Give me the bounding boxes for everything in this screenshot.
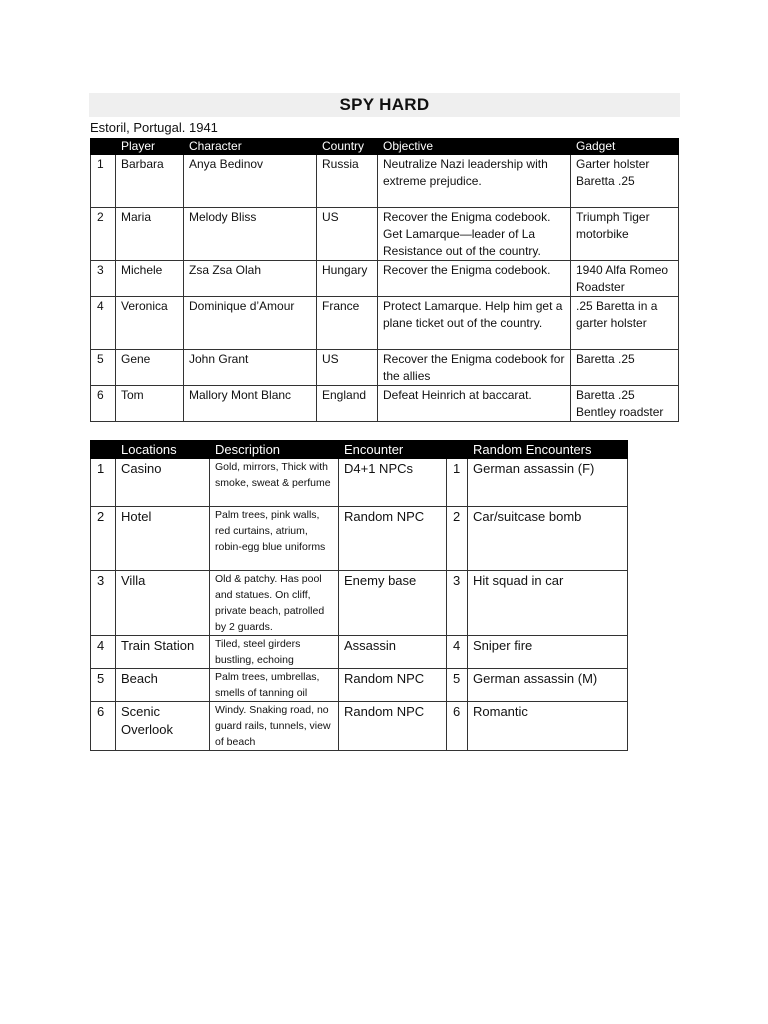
row-number: 5 (91, 350, 116, 386)
country: England (317, 386, 378, 422)
country: US (317, 350, 378, 386)
row-number: 4 (91, 636, 116, 669)
player-name: Veronica (116, 297, 184, 350)
character-name: Mallory Mont Blanc (184, 386, 317, 422)
header-random-number (447, 441, 468, 459)
location-name: Villa (116, 571, 210, 636)
location-name: Hotel (116, 507, 210, 571)
random-encounter: Car/suitcase bomb (468, 507, 628, 571)
encounter: Random NPC (339, 669, 447, 702)
encounter: D4+1 NPCs (339, 459, 447, 507)
location-description: Old & patchy. Has pool and statues. On cliff, private beach, patrolled by 2 guards. (210, 571, 339, 636)
row-number: 2 (91, 507, 116, 571)
random-encounter: German assassin (F) (468, 459, 628, 507)
encounter: Assassin (339, 636, 447, 669)
gadget: .25 Baretta in a garter holster (571, 297, 679, 350)
table-row (91, 208, 679, 261)
table-row (91, 297, 679, 350)
random-number: 2 (447, 507, 468, 571)
table-row (91, 386, 679, 422)
country: Russia (317, 155, 378, 208)
location-name: Scenic Overlook (116, 702, 210, 751)
player-name: Gene (116, 350, 184, 386)
gadget: Baretta .25 (571, 350, 679, 386)
character-name: John Grant (184, 350, 317, 386)
table-row (91, 261, 679, 297)
header-description: Description (210, 441, 339, 459)
row-number: 2 (91, 208, 116, 261)
random-number: 5 (447, 669, 468, 702)
encounter: Random NPC (339, 507, 447, 571)
page-title: SPY HARD (89, 93, 680, 117)
character-name: Zsa Zsa Olah (184, 261, 317, 297)
row-number: 1 (91, 459, 116, 507)
header-number (91, 441, 116, 459)
header-gadget: Gadget (571, 139, 679, 155)
objective: Recover the Enigma codebook. Get Lamarque—leader of La Resistance out of the country. (378, 208, 571, 261)
random-number: 4 (447, 636, 468, 669)
objective: Recover the Enigma codebook for the allies (378, 350, 571, 386)
header-objective: Objective (378, 139, 571, 155)
character-name: Melody Bliss (184, 208, 317, 261)
encounter: Enemy base (339, 571, 447, 636)
players-table (90, 138, 679, 422)
table-row (91, 459, 628, 507)
location-description: Tiled, steel girders bustling, echoing (210, 636, 339, 669)
table-row (91, 571, 628, 636)
country: US (317, 208, 378, 261)
players-header-row (91, 139, 679, 155)
character-name: Dominique d’Amour (184, 297, 317, 350)
row-number: 5 (91, 669, 116, 702)
random-encounter: German assassin (M) (468, 669, 628, 702)
header-locations: Locations (116, 441, 210, 459)
header-random-encounters: Random Encounters (468, 441, 628, 459)
table-row (91, 507, 628, 571)
table-row (91, 350, 679, 386)
random-encounter: Hit squad in car (468, 571, 628, 636)
player-name: Tom (116, 386, 184, 422)
location-name: Train Station (116, 636, 210, 669)
gadget: Baretta .25 Bentley roadster (571, 386, 679, 422)
row-number: 3 (91, 571, 116, 636)
random-number: 3 (447, 571, 468, 636)
country: France (317, 297, 378, 350)
header-country: Country (317, 139, 378, 155)
location-name: Casino (116, 459, 210, 507)
player-name: Michele (116, 261, 184, 297)
objective: Neutralize Nazi leadership with extreme prejudice. (378, 155, 571, 208)
location-description: Windy. Snaking road, no guard rails, tunnels, view of beach (210, 702, 339, 751)
row-number: 1 (91, 155, 116, 208)
gadget: Garter holster Baretta .25 (571, 155, 679, 208)
locations-table (90, 440, 628, 751)
row-number: 4 (91, 297, 116, 350)
table-row (91, 702, 628, 751)
location-name: Beach (116, 669, 210, 702)
objective: Defeat Heinrich at baccarat. (378, 386, 571, 422)
table-row (91, 669, 628, 702)
character-name: Anya Bedinov (184, 155, 317, 208)
gadget: Triumph Tiger motorbike (571, 208, 679, 261)
objective: Recover the Enigma codebook. (378, 261, 571, 297)
locations-header-row (91, 441, 628, 459)
random-encounter: Sniper fire (468, 636, 628, 669)
random-encounter: Romantic (468, 702, 628, 751)
country: Hungary (317, 261, 378, 297)
table-row (91, 636, 628, 669)
row-number: 3 (91, 261, 116, 297)
header-character: Character (184, 139, 317, 155)
location-description: Palm trees, pink walls, red curtains, atrium, robin-egg blue uniforms (210, 507, 339, 571)
gadget: 1940 Alfa Romeo Roadster (571, 261, 679, 297)
row-number: 6 (91, 386, 116, 422)
encounter: Random NPC (339, 702, 447, 751)
setting-subtitle: Estoril, Portugal. 1941 (90, 120, 218, 135)
row-number: 6 (91, 702, 116, 751)
table-row (91, 155, 679, 208)
objective: Protect Lamarque. Help him get a plane ticket out of the country. (378, 297, 571, 350)
header-number (91, 139, 116, 155)
random-number: 6 (447, 702, 468, 751)
header-encounter: Encounter (339, 441, 447, 459)
header-player: Player (116, 139, 184, 155)
player-name: Barbara (116, 155, 184, 208)
location-description: Palm trees, umbrellas, smells of tanning oil (210, 669, 339, 702)
player-name: Maria (116, 208, 184, 261)
random-number: 1 (447, 459, 468, 507)
location-description: Gold, mirrors, Thick with smoke, sweat & perfume (210, 459, 339, 507)
